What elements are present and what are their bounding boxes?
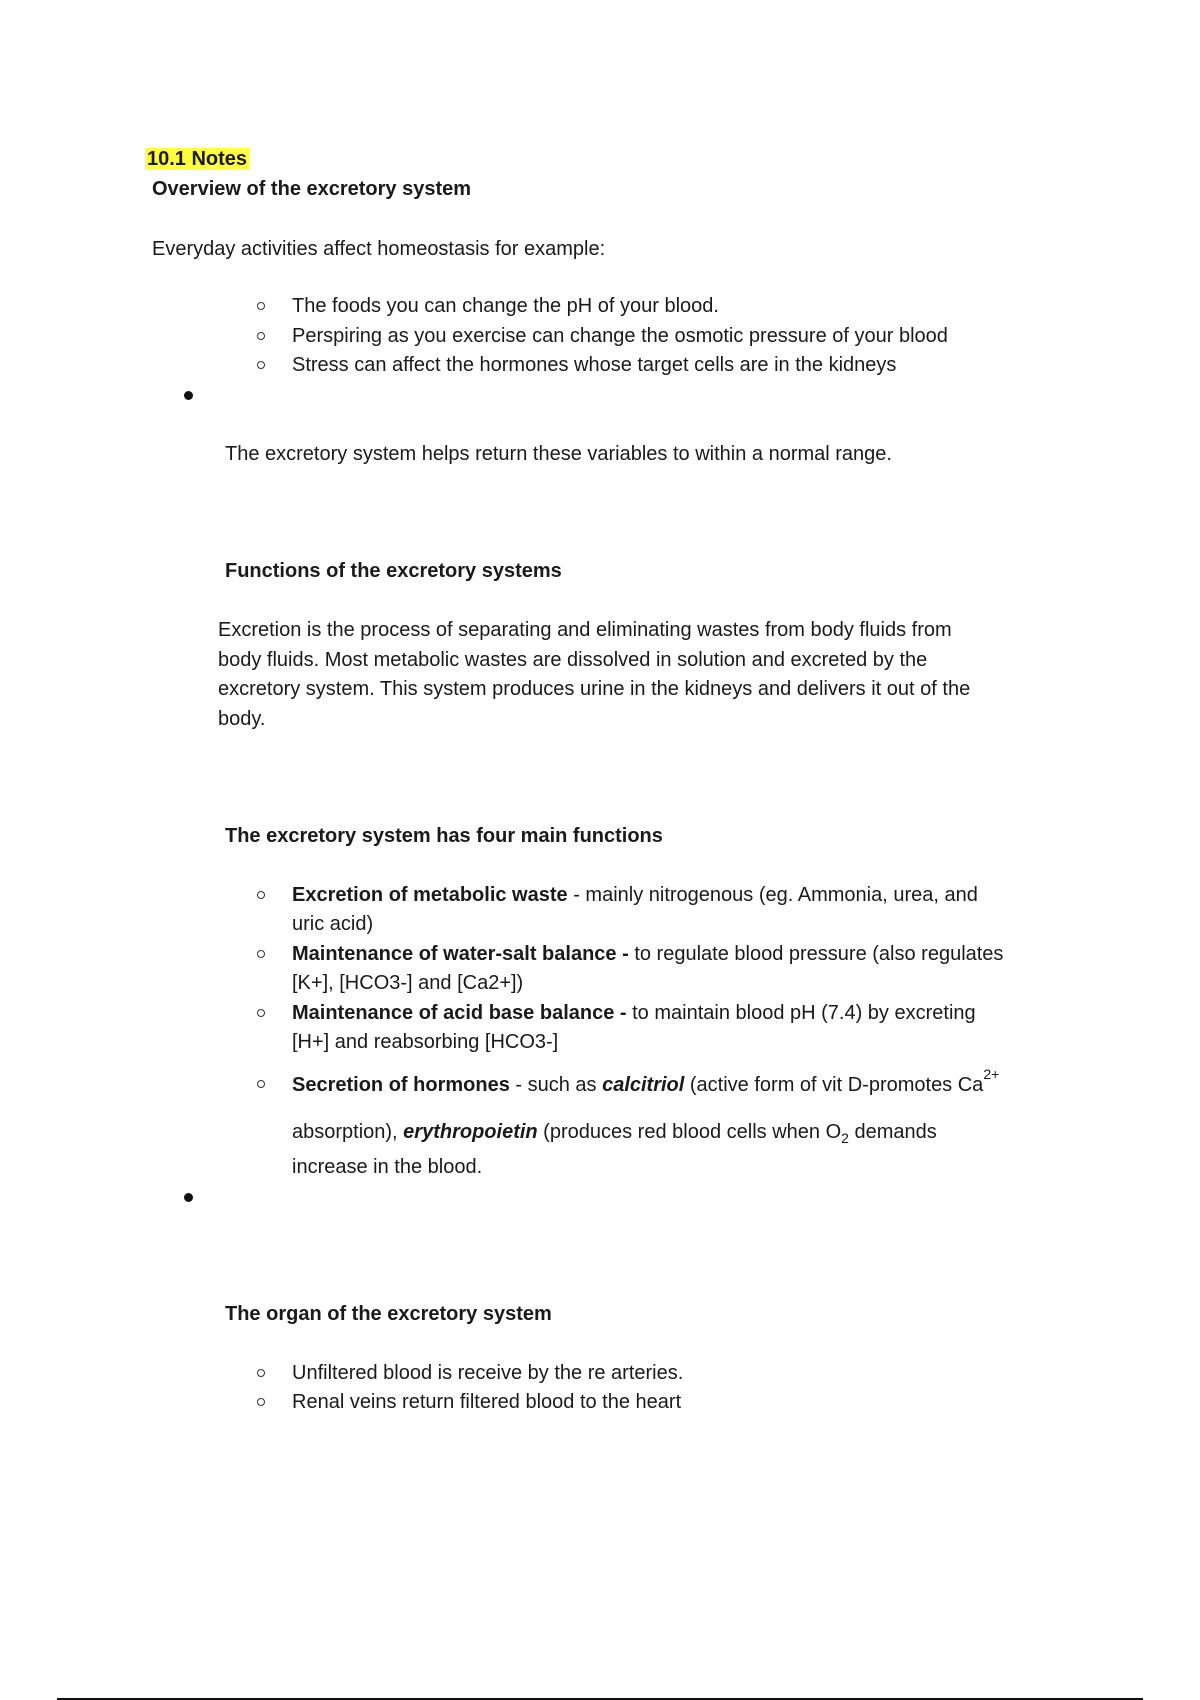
paragraph-line: Excretion is the process of separating and eliminating wastes from body fluids from: [218, 619, 952, 641]
list-item-continuation: absorption), erythropoietin (produces red blood cells when $O_2$ demands: [292, 1121, 937, 1146]
list-item: Maintenance of acid base balance - to maintain blood pH (7.4) by excreting: [292, 1002, 976, 1024]
section-heading-overview: Overview of the excretory system: [152, 178, 472, 200]
section-heading-main-functions: The excretory system has four main functions: [225, 825, 663, 847]
hollow-bullet-icon: [257, 891, 265, 899]
hollow-bullet-icon: [257, 361, 265, 369]
paragraph-line: excretory system. This system produces urine in the kidneys and delivers it out of the: [218, 678, 971, 700]
list-item: Unfiltered blood is receive by the re arteries.: [292, 1362, 684, 1384]
intro-lead: Everyday activities affect homeostasis for example:: [152, 238, 606, 260]
list-item-continuation: [K+], [HCO3-] and [Ca2+]): [292, 972, 524, 994]
empty-bullet-icon: [184, 391, 193, 400]
hollow-bullet-icon: [257, 332, 265, 340]
list-item-continuation: increase in the blood.: [292, 1156, 483, 1178]
list-item-continuation: uric acid): [292, 913, 374, 935]
section-heading-organ: The organ of the excretory system: [225, 1303, 552, 1325]
page-title: 10.1 Notes: [147, 148, 248, 170]
list-item-hormones: Secretion of hormones - such as calcitriol (active form of vit D-promotes $Ca^{2+}$: [292, 1066, 1000, 1096]
ca-superscript: 2+: [983, 1066, 1000, 1082]
section-heading-functions: Functions of the excretory systems: [225, 560, 562, 582]
hollow-bullet-icon: [257, 1080, 265, 1088]
list-item: Maintenance of water-salt balance - to regulate blood pressure (also regulates: [292, 943, 1004, 965]
paragraph-line: body fluids. Most metabolic wastes are dissolved in solution and excreted by the: [218, 648, 928, 671]
functions-paragraph: [218, 616, 1078, 734]
intro-summary: The excretory system helps return these variables to within a normal range.: [225, 443, 892, 465]
list-item: Stress can affect the hormones whose target cells are in the kidneys: [292, 354, 897, 376]
list-item: Perspiring as you exercise can change the osmotic pressure of your blood: [292, 325, 948, 347]
list-item: The foods you can change the pH of your blood.: [292, 295, 719, 317]
paragraph-line: body.: [218, 707, 266, 730]
hollow-bullet-icon: [257, 1009, 265, 1017]
empty-bullet-icon: [184, 1193, 193, 1202]
list-item: Renal veins return filtered blood to the heart: [292, 1391, 682, 1413]
hollow-bullet-icon: [257, 302, 265, 310]
hollow-bullet-icon: [257, 950, 265, 958]
list-item-continuation: [H+] and reabsorbing [HCO3-]: [292, 1031, 559, 1053]
o2-subscript: 2: [841, 1130, 849, 1146]
list-item: Excretion of metabolic waste - mainly nitrogenous (eg. Ammonia, urea, and: [292, 884, 978, 906]
hollow-bullet-icon: [257, 1398, 265, 1406]
hollow-bullet-icon: [257, 1369, 265, 1377]
